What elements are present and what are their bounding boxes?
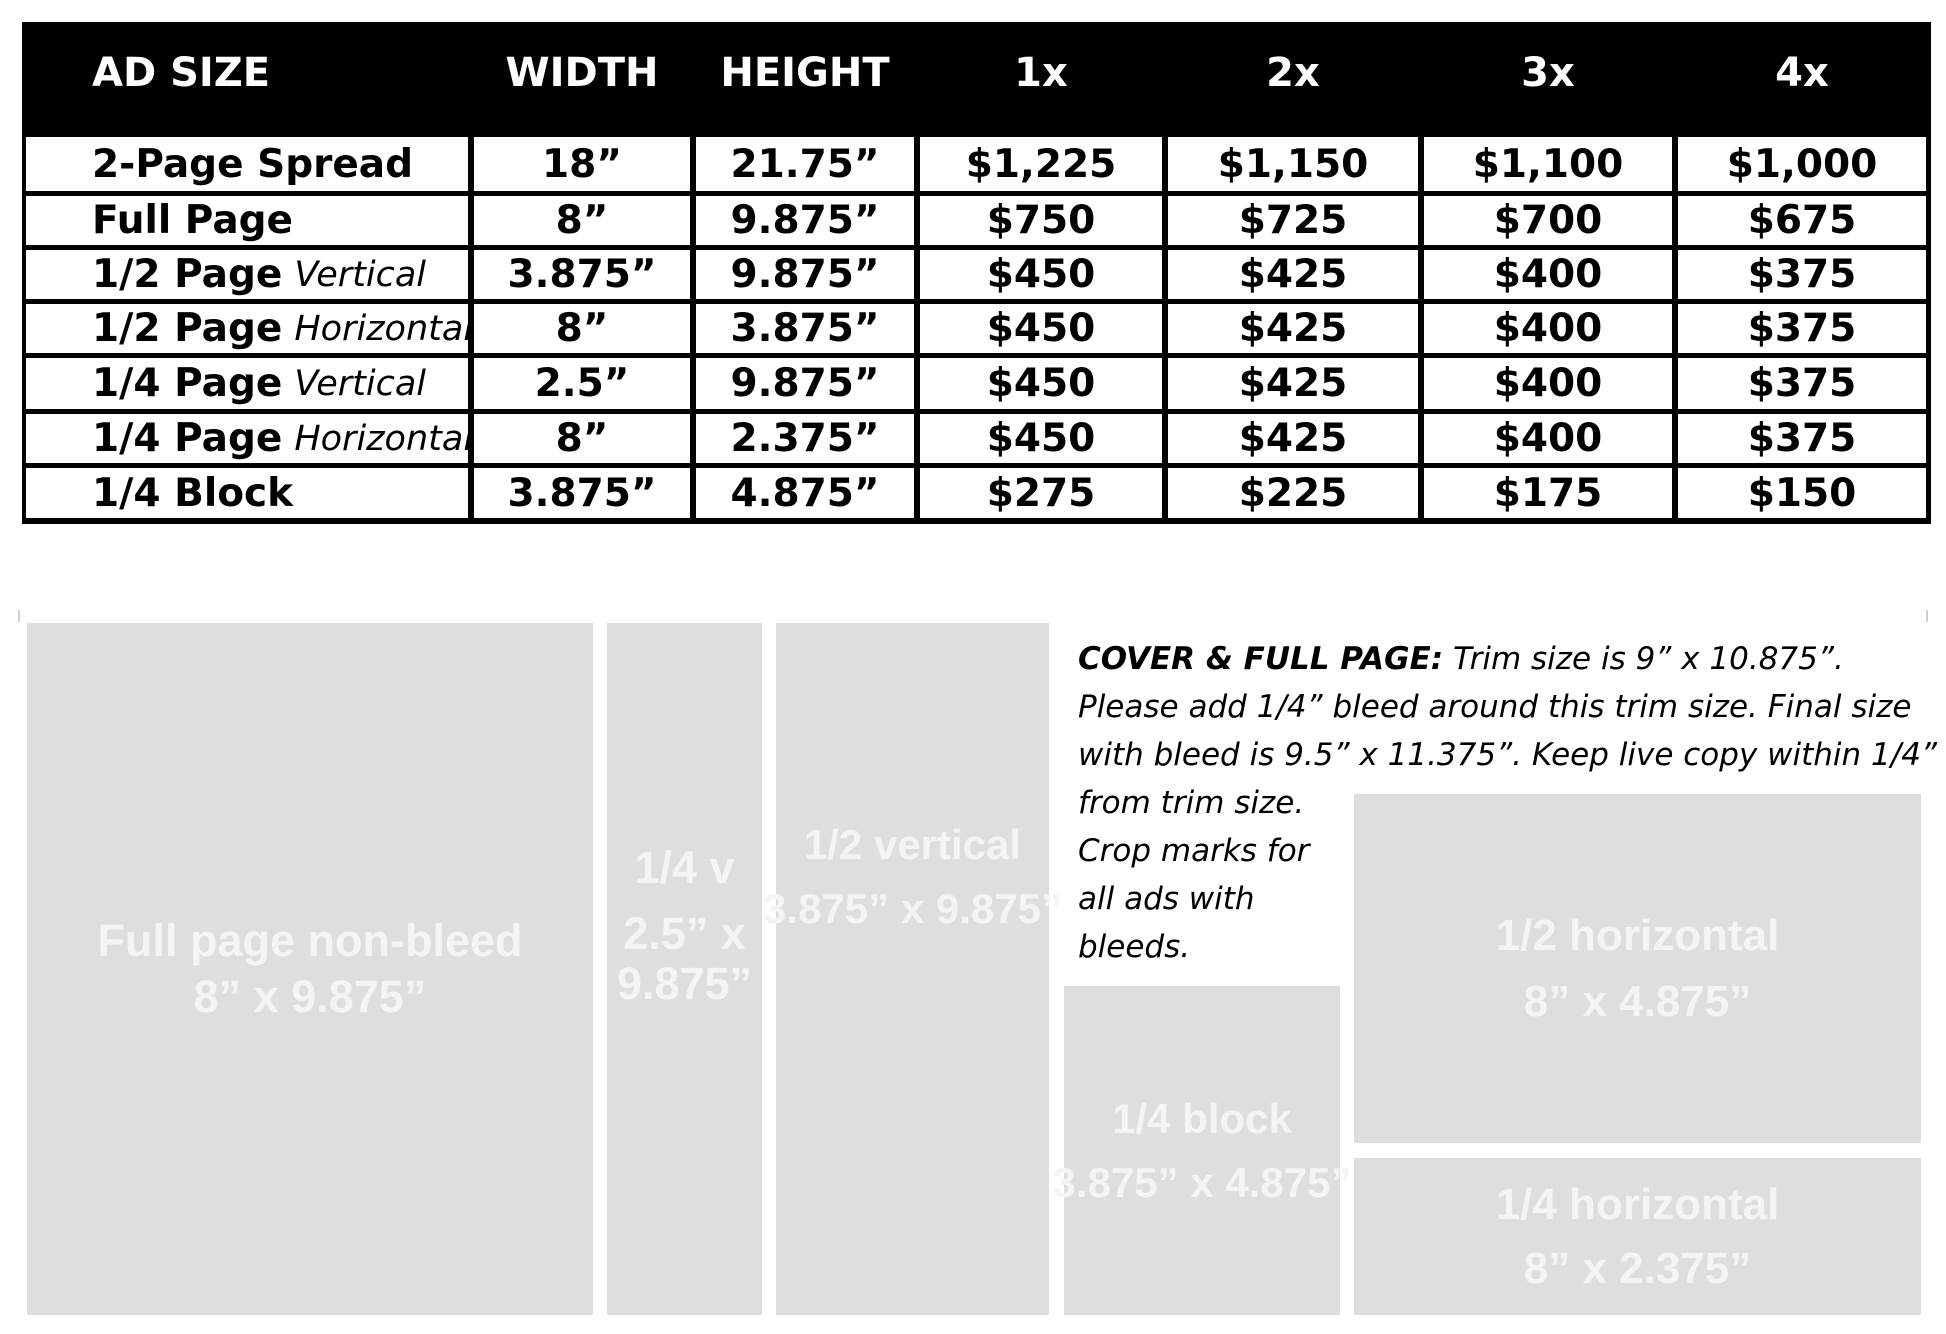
row-height: 9.875” — [696, 358, 914, 409]
crop-mark-left — [18, 610, 20, 622]
row-price-2x: $225 — [1168, 468, 1418, 518]
row-price-2x: $425 — [1168, 250, 1418, 299]
row-height: 9.875” — [696, 250, 914, 299]
row-price-3x: $175 — [1424, 468, 1672, 518]
row-price-4x: $1,000 — [1678, 137, 1926, 191]
header-price-2x: 2x — [1266, 50, 1320, 96]
full-page-dims: 8” x 9.875” — [193, 971, 427, 1022]
crop-mark-right — [1926, 610, 1928, 622]
header-ad-size: AD SIZE — [92, 50, 271, 96]
cover-heading: COVER & FULL PAGE: — [1078, 641, 1444, 677]
row-height: 4.875” — [696, 468, 914, 518]
ad-size-name: 2-Page Spread — [92, 141, 414, 187]
row-price-1x: $450 — [920, 250, 1162, 299]
ad-size-orientation: Horizontal — [294, 418, 474, 459]
row-price-4x: $375 — [1678, 250, 1926, 299]
half-vertical-box — [763, 623, 1062, 1315]
row-price-3x: $400 — [1424, 250, 1672, 299]
header-height: HEIGHT — [720, 50, 890, 96]
row-price-3x: $400 — [1424, 358, 1672, 409]
quarter-block-box — [1052, 986, 1352, 1315]
half-vertical-dims: 3.875” x 9.875” — [763, 885, 1062, 932]
quarter-block-title: 1/4 block — [1112, 1094, 1292, 1142]
half-horizontal-title: 1/2 horizontal — [1495, 910, 1780, 960]
header-price-1x: 1x — [1014, 50, 1068, 96]
row-price-1x: $750 — [920, 196, 1162, 245]
row-width: 2.5” — [474, 358, 690, 409]
full-page-box — [27, 623, 593, 1315]
row-price-4x: $375 — [1678, 358, 1926, 409]
row-ad-size — [26, 196, 468, 245]
crop-line-1: Crop marks for — [1078, 833, 1310, 869]
row-height: 2.375” — [696, 414, 914, 463]
row-price-2x: $425 — [1168, 358, 1418, 409]
row-price-1x: $1,225 — [920, 137, 1162, 191]
rate-table — [22, 22, 1931, 524]
row-width: 18” — [474, 137, 690, 191]
half-vertical-title: 1/2 vertical — [803, 821, 1022, 868]
cover-line-3: with bleed is 9.5” x 11.375”. Keep live copy within 1/4” — [1078, 737, 1937, 773]
quarter-vertical-dims-2: 9.875” — [616, 958, 753, 1009]
quarter-horizontal-title: 1/4 horizontal — [1495, 1179, 1780, 1229]
crop-line-3: bleeds. — [1078, 929, 1191, 965]
header-width: WIDTH — [505, 50, 659, 96]
ad-size-name: 1/2 Page — [92, 306, 283, 351]
row-ad-size — [26, 304, 474, 353]
ad-size-orientation: Vertical — [294, 254, 427, 295]
header-price-3x: 3x — [1521, 50, 1575, 96]
row-price-2x: $425 — [1168, 304, 1418, 353]
ad-size-name: Full Page — [92, 198, 293, 243]
ad-size-orientation: Vertical — [294, 363, 427, 404]
row-height: 9.875” — [696, 196, 914, 245]
quarter-block-dims: 3.875” x 4.875” — [1052, 1158, 1352, 1206]
row-price-4x: $375 — [1678, 304, 1926, 353]
row-price-1x: $275 — [920, 468, 1162, 518]
row-price-3x: $400 — [1424, 304, 1672, 353]
row-width: 8” — [474, 196, 690, 245]
row-ad-size — [26, 137, 468, 191]
row-price-1x: $450 — [920, 304, 1162, 353]
row-price-3x: $400 — [1424, 414, 1672, 463]
row-ad-size — [26, 358, 468, 409]
row-price-2x: $725 — [1168, 196, 1418, 245]
row-price-3x: $1,100 — [1424, 137, 1672, 191]
half-horizontal-dims: 8” x 4.875” — [1523, 976, 1752, 1026]
ad-size-name: 1/4 Page — [92, 416, 283, 461]
row-price-4x: $675 — [1678, 196, 1926, 245]
quarter-vertical-box — [607, 623, 762, 1315]
ad-size-orientation: Horizontal — [294, 308, 474, 349]
row-width: 3.875” — [474, 468, 690, 518]
row-price-1x: $450 — [920, 358, 1162, 409]
row-width: 8” — [474, 414, 690, 463]
cover-line-4: from trim size. — [1078, 785, 1305, 821]
row-price-4x: $375 — [1678, 414, 1926, 463]
row-height: 21.75” — [696, 137, 914, 191]
row-price-4x: $150 — [1678, 468, 1926, 518]
row-ad-size — [26, 250, 468, 299]
ad-size-name: 1/4 Page — [92, 361, 283, 406]
ad-size-name: 1/4 Block — [92, 470, 294, 516]
quarter-horizontal-dims: 8” x 2.375” — [1523, 1243, 1752, 1293]
row-price-2x: $425 — [1168, 414, 1418, 463]
cover-line-1: Trim size is 9” x 10.875”. — [1443, 641, 1844, 677]
crop-line-2: all ads with — [1078, 881, 1255, 917]
cover-note — [1078, 635, 1937, 971]
ad-size-name: 1/2 Page — [92, 252, 283, 297]
row-width: 3.875” — [474, 250, 690, 299]
row-ad-size — [26, 414, 474, 463]
row-price-2x: $1,150 — [1168, 137, 1418, 191]
row-ad-size — [26, 468, 468, 518]
row-price-3x: $700 — [1424, 196, 1672, 245]
row-height: 3.875” — [696, 304, 914, 353]
row-price-1x: $450 — [920, 414, 1162, 463]
row-width: 8” — [474, 304, 690, 353]
quarter-vertical-dims-1: 2.5” x — [623, 908, 746, 959]
full-page-title: Full page non-bleed — [97, 915, 523, 966]
cover-line-2: Please add 1/4” bleed around this trim size. Final size — [1078, 689, 1912, 725]
header-price-4x: 4x — [1775, 50, 1829, 96]
quarter-horizontal-box — [1354, 1158, 1921, 1315]
quarter-vertical-title: 1/4 v — [634, 842, 735, 893]
